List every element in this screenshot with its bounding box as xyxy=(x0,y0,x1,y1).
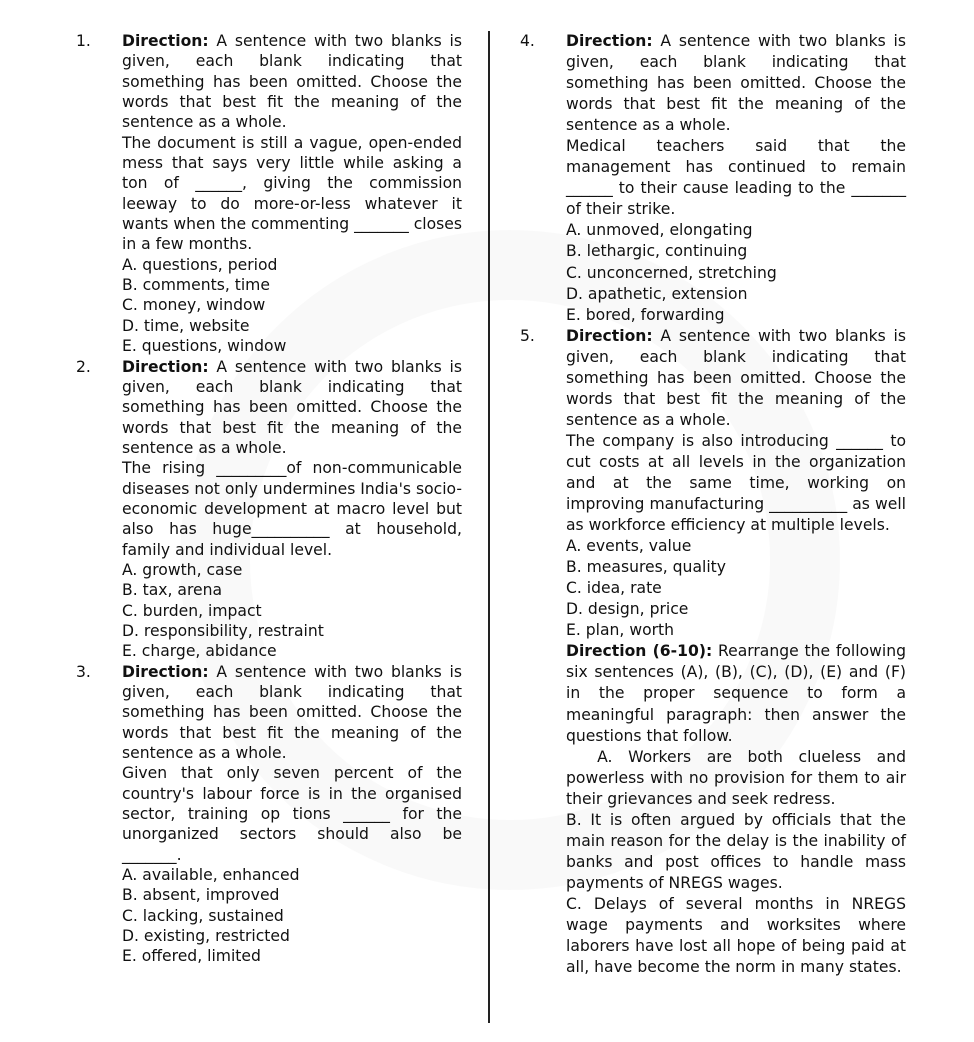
answer-option[interactable]: B. comments, time xyxy=(122,276,270,295)
question-passage: The document is still a vague, open-ended mess that says very little while asking a ton of ______, giving the commission leeway to do more-or-less whatever it wants when the commenting _______ closes in a few months. xyxy=(122,133,462,254)
direction-text: A sentence with two blanks is given, each blank indicating that something has been omitted. Choose the words that best fit the meaning of the sentence as a whole. xyxy=(122,32,462,132)
answer-option[interactable]: E. offered, limited xyxy=(122,947,261,966)
answer-option[interactable]: C. burden, impact xyxy=(122,601,262,620)
question-passage: The company is also introducing ______ to cut costs at all levels in the organization and at the same time, working on improving manufacturing __________ as well as workforce efficiency at multiple levels. xyxy=(566,431,906,535)
question-direction xyxy=(566,326,906,431)
question-number: 4. xyxy=(520,32,535,50)
question xyxy=(76,31,462,357)
answer-option[interactable]: D. design, price xyxy=(566,600,689,619)
question-passage: Given that only seven percent of the country's labour force is in the organised sector, training op tions ______ for the unorganized sectors should also be _______. xyxy=(122,764,462,864)
question-direction xyxy=(122,31,462,133)
question xyxy=(520,31,906,326)
rearrange-sentence: B. It is often argued by officials that the main reason for the delay is the inability of banks and post offices to handle mass payments of NREGS wages. xyxy=(566,810,906,892)
rearrange-section xyxy=(520,641,906,978)
rearrange-text: Rearrange the following six sentences (A), (B), (C), (D), (E) and (F) in the proper sequence to form a meaningful paragraph: then answer the questions that follow. xyxy=(566,642,906,745)
answer-option[interactable]: B. measures, quality xyxy=(566,558,727,577)
rearrange-sentence: A. Workers are both clueless and powerless with no provision for them to air their grievances and seek redress. xyxy=(566,747,906,808)
rearrange-label: Direction (6-10): xyxy=(566,642,713,661)
answer-option[interactable]: A. events, value xyxy=(566,537,692,556)
answer-option[interactable]: A. questions, period xyxy=(122,255,278,274)
answer-option[interactable]: B. tax, arena xyxy=(122,581,223,600)
direction-text: A sentence with two blanks is given, each blank indicating that something has been omitted. Choose the words that best fit the meaning of the sentence as a whole. xyxy=(122,662,462,763)
answer-option[interactable]: D. apathetic, extension xyxy=(566,284,748,303)
direction-label: Direction: xyxy=(122,357,209,376)
question-number: 1. xyxy=(76,32,91,50)
direction-label: Direction: xyxy=(566,32,653,50)
answer-option[interactable]: E. charge, abidance xyxy=(122,642,277,661)
question-direction xyxy=(122,357,462,459)
direction-label: Direction: xyxy=(122,32,209,50)
direction-text: A sentence with two blanks is given, each blank indicating that something has been omitted. Choose the words that best fit the meaning of the sentence as a whole. xyxy=(566,32,906,135)
answer-option[interactable]: A. growth, case xyxy=(122,560,243,579)
answer-option[interactable]: D. time, website xyxy=(122,316,250,335)
column-divider xyxy=(488,31,490,1023)
answer-option[interactable]: E. plan, worth xyxy=(566,621,675,640)
answer-option[interactable]: C. idea, rate xyxy=(566,579,662,598)
question-number: 2. xyxy=(76,357,91,376)
answer-option[interactable]: C. unconcerned, stretching xyxy=(566,263,777,282)
question-direction xyxy=(122,662,462,764)
question xyxy=(520,326,906,642)
direction-text: A sentence with two blanks is given, each blank indicating that something has been omitted. Choose the words that best fit the meaning of the sentence as a whole. xyxy=(122,357,462,457)
direction-label: Direction: xyxy=(122,662,209,681)
question xyxy=(76,357,462,662)
question-passage: The rising _________of non-communicable diseases not only undermines India's socio-economic development at macro level but also has huge__________ at household, family and individual level. xyxy=(122,459,462,559)
question-number: 5. xyxy=(520,326,535,345)
rearrange-sentence: C. Delays of several months in NREGS wage payments and worksites where laborers have lost all hope of being paid at all, have become the norm in many states. xyxy=(566,894,906,977)
answer-option[interactable]: C. money, window xyxy=(122,296,266,315)
direction-text: A sentence with two blanks is given, each blank indicating that something has been omitted. Choose the words that best fit the meaning of the sentence as a whole. xyxy=(566,326,906,429)
answer-option[interactable]: C. lacking, sustained xyxy=(122,906,284,925)
left-column xyxy=(76,31,462,967)
question xyxy=(76,662,462,967)
right-column xyxy=(520,31,906,978)
answer-option[interactable]: B. lethargic, continuing xyxy=(566,242,748,261)
rearrange-direction xyxy=(566,641,906,746)
answer-option[interactable]: D. existing, restricted xyxy=(122,927,290,946)
direction-label: Direction: xyxy=(566,326,653,345)
answer-option[interactable]: B. absent, improved xyxy=(122,886,280,905)
answer-option[interactable]: A. available, enhanced xyxy=(122,866,300,885)
question-passage: Medical teachers said that the management has continued to remain ______ to their cause leading to the _______ of their strike. xyxy=(566,137,906,219)
answer-option[interactable]: D. responsibility, restraint xyxy=(122,621,324,640)
answer-option[interactable]: E. questions, window xyxy=(122,337,287,356)
answer-option[interactable]: A. unmoved, elongating xyxy=(566,221,753,240)
answer-option[interactable]: E. bored, forwarding xyxy=(566,305,725,324)
question-number: 3. xyxy=(76,662,91,681)
question-direction xyxy=(566,31,906,136)
